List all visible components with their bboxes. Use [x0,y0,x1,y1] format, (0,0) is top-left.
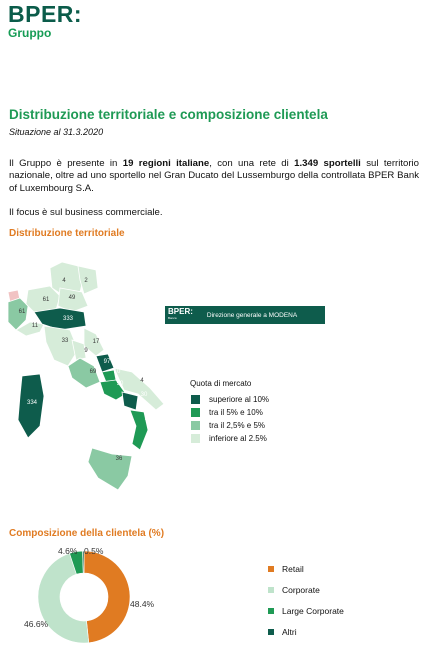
map-branch-count-label: 61 [42,297,50,303]
legend-swatch [191,434,200,443]
legend-swatch [191,395,200,404]
legend-item-corporate: Corporate [268,579,344,600]
logo-group: Gruppo [8,26,52,40]
regions-count: 19 regioni italiane [122,158,210,169]
data-label-large-corporate: 4.6% [58,546,78,556]
map-branch-count-label: 61 [18,309,26,315]
map-branch-count-label: 97 [103,359,111,365]
data-label-retail: 48.4% [130,599,155,609]
banner-logo: BPER: Banca [168,307,193,320]
map-branch-count-label: 4 [140,378,144,384]
legend-swatch [268,587,274,593]
map-branch-count-label: 39 [144,416,152,422]
legend-swatch [268,608,274,614]
map-branch-count-label: 4 [62,278,66,284]
situation-date: Situazione al 31.3.2020 [9,127,104,137]
data-label-corporate: 46.6% [24,619,49,629]
legend-item-retail: Retail [268,558,344,579]
map-branch-count-label: 10 [113,369,121,375]
map-branch-count-label: 36 [115,456,123,462]
headquarters-banner [165,306,325,324]
map-branch-count-label: 17 [92,339,100,345]
region-sicilia [88,448,132,490]
map-branch-count-label: 33 [61,338,69,344]
map-branch-count-label: 2 [84,278,88,284]
page-title: Distribuzione territoriale e composizione clientela [9,107,328,122]
region-sardegna [18,374,44,438]
intro-paragraph: Il Gruppo è presente in 19 regioni italiane, con una rete di 1.349 sportelli sul territorio nazionale, oltre ad uno sportello nel Gran Ducato del Lussemburgo della controllata BPER Bank of Luxembourg S.A. [9,158,419,194]
map-branch-count-label: 49 [68,295,76,301]
data-label-altri: 0.5% [84,546,104,556]
legend-item: tra il 5% e 10% [191,406,269,419]
clientele-legend [268,558,344,642]
map-branch-count-label: 69 [89,369,97,375]
clientele-donut-chart [20,543,260,653]
map-branch-count-label: 90 [116,381,124,387]
region-basilicata [122,392,138,410]
focus-sentence: Il focus è sul business commerciale. [9,207,163,218]
legend-item: tra il 2,5% e 5% [191,419,269,432]
map-branch-count-label: 30 [140,392,148,398]
legend-title: Quota di mercato [190,379,252,388]
banner-text: Direzione generale a MODENA [206,311,298,319]
legend-item: superiore al 10% [191,393,269,406]
legend-swatch [268,566,274,572]
legend-swatch [268,629,274,635]
italy-map [0,255,170,505]
bper-logo [8,2,82,39]
map-branch-count-label: 334 [26,400,38,406]
legend-item: inferiore al 2.5% [191,432,269,445]
map-branch-count-label: 9 [84,348,88,354]
logo-brand: BPER: [8,1,83,27]
market-share-legend [190,379,269,445]
branches-count: 1.349 sportelli [294,158,361,169]
map-branch-count-label: 333 [62,316,74,322]
legend-swatch [191,421,200,430]
region-friuli [78,266,98,294]
legend-swatch [191,408,200,417]
legend-item-altri: Altri [268,621,344,642]
map-branch-count-label: 11 [31,323,39,329]
section-title-clients: Composizione della clientela (%) [9,528,165,539]
legend-item-large-corporate: Large Corporate [268,600,344,621]
section-title-territorial: Distribuzione territoriale [9,228,125,239]
slice-retail [84,551,130,643]
